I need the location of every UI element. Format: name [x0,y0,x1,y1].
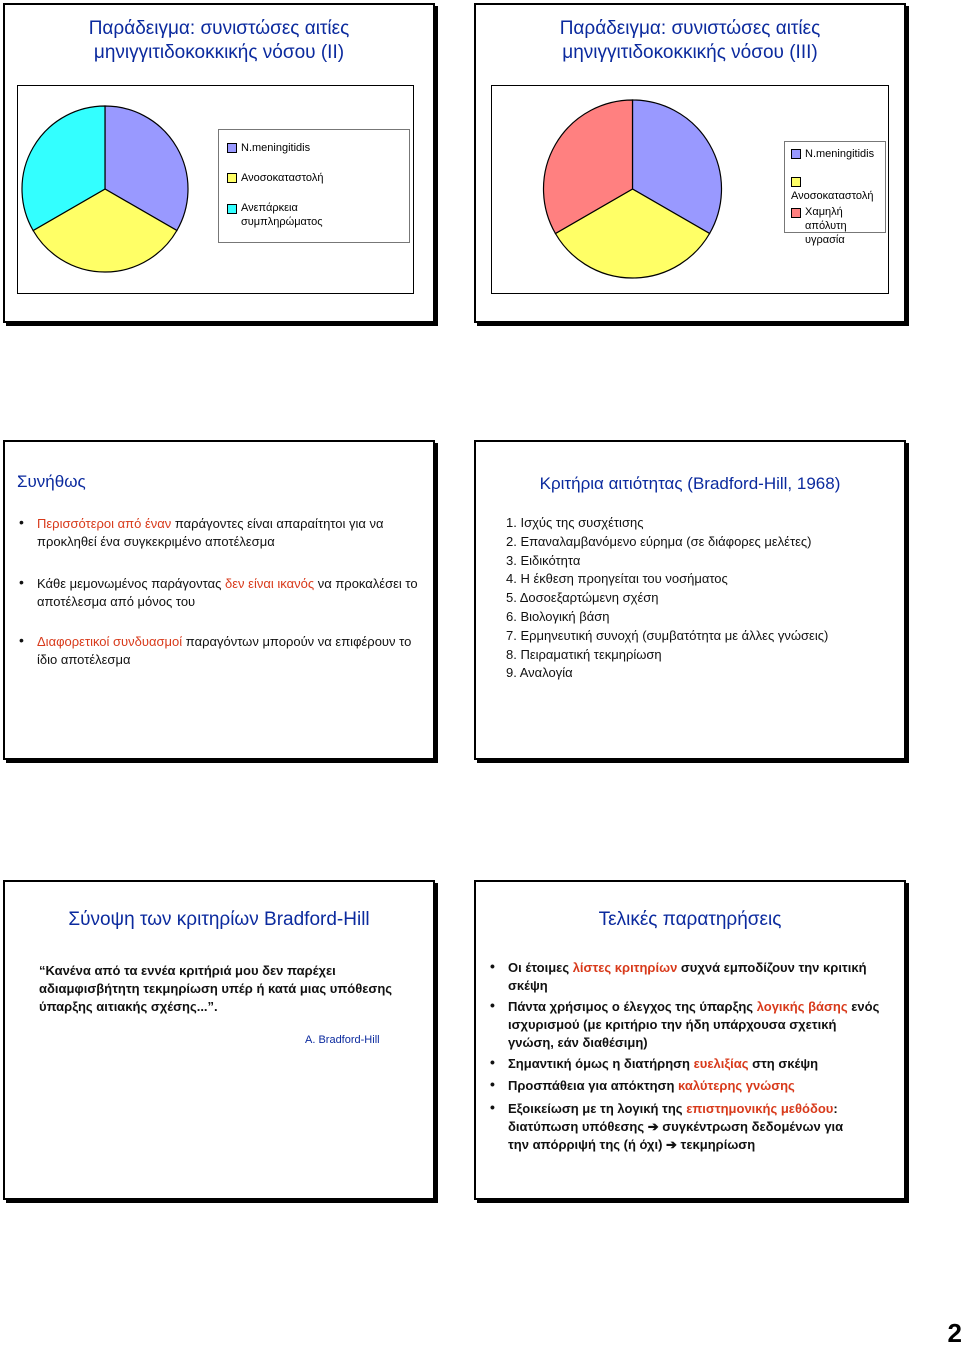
legend-item: Χαμηλή απόλυτη υγρασία [791,205,883,247]
pie-chart [540,98,725,280]
slide-title: Συνήθως [17,472,86,491]
slide-title: Σύνοψη των κριτηρίων Bradford-Hill [68,909,370,930]
slide-title: Παράδειγμα: συνιστώσες αιτίες μηνιγγιτιδοκοκκικής νόσου (ΙΙ) [88,18,350,63]
quote-author: A. Bradford-Hill [305,1034,380,1046]
arrow-right-icon: ➔ [647,1119,659,1134]
chart-area [491,85,889,294]
quote-text: “Κανένα από τα εννέα κριτήριά μου δεν παρέχει αδιαμφισβήτητη τεκμηρίωση υπέρ ή κατά μιας υπόθεσης ύπαρξης αιτιακής σχέσης...”. [39,963,393,1014]
arrow-right-icon: ➔ [666,1137,677,1152]
legend-item: Ανοσοκαταστολή [791,175,885,203]
list-item: 5. Δοσοεξαρτώμενη σχέση [506,590,659,606]
slide-5 [3,880,435,1200]
criteria-list [506,514,828,683]
list-item: 3. Ειδικότητα [506,552,581,568]
list-item: 6. Βιολογική βάση [506,608,610,624]
legend-item: Ανοσοκαταστολή [227,171,323,185]
list-item: 2. Επαναλαμβανόμενο εύρημα (σε διάφορες μελέτες) [506,533,812,549]
slide-6: Τελικές παρατηρήσεις • Οι έτοιμες λίστες κριτηρίων συχνά εμποδίζουν την κριτική σκέψη • Πάντα χρήσιμος ο έλεγχος της ύπαρξης λογικής βάσης ενός ισχυρισμού (με κριτήριο την ήδη υπάρχουσα σχετική γνώση, εάν διαθέσιμη) • Σημαντική όμως η διατήρηση ευελιξίας στη σκέψη • Προσπάθεια για απόκτηση καλύτερης γνώσης • Εξοικείωση με τη λογική της επιστημονικής μεθόδου: διατύπωση υπόθεσης ➔ συγκέντρωση δεδομένων για την απόρριψή της (ή όχι) ➔ τεκμηρίωση [474,880,906,1200]
list-item: 8. Πειραματική τεκμηρίωση [506,646,662,662]
legend-item: N.meningitidis [791,147,874,161]
pie-chart [20,98,190,280]
page-number: 2 [947,1318,962,1348]
slide-title: Κριτήρια αιτιότητας (Bradford-Hill, 1968) [539,474,841,493]
slide-4 [474,440,906,760]
slide-2 [474,3,906,323]
slide-1 [3,3,435,323]
legend-item: Ανεπάρκεια συμπληρώματος [227,201,337,229]
slide-title: Παράδειγμα: συνιστώσες αιτίες μηνιγγιτιδοκοκκικής νόσου (ΙΙΙ) [559,18,821,63]
list-item: 1. Ισχύς της συσχέτισης [506,515,644,530]
legend-item: N.meningitidis [227,141,310,155]
list-item: 4. Η έκθεση προηγείται του νοσήματος [506,571,728,587]
legend [218,129,410,243]
legend [784,141,886,246]
slide-3: Συνήθως • Περισσότεροι από έναν παράγοντες είναι απαραίτητοι για να προκληθεί ένα συγκεκριμένο αποτέλεσμα • Κάθε μεμονωμένος παράγοντας δεν είναι ικανός να προκαλέσει το αποτέλεσμα από μόνος του • Διαφορετικοί συνδυασμοί παραγόντων μπορούν να επιφέρουν το ίδιο αποτέλεσμα [3,440,435,760]
chart-area [17,85,414,294]
list-item: 7. Ερμηνευτική συνοχή (συμβατότητα με άλλες γνώσεις) [506,627,829,643]
slide-title: Τελικές παρατηρήσεις [598,909,782,930]
list-item: 9. Αναλογία [506,665,573,681]
